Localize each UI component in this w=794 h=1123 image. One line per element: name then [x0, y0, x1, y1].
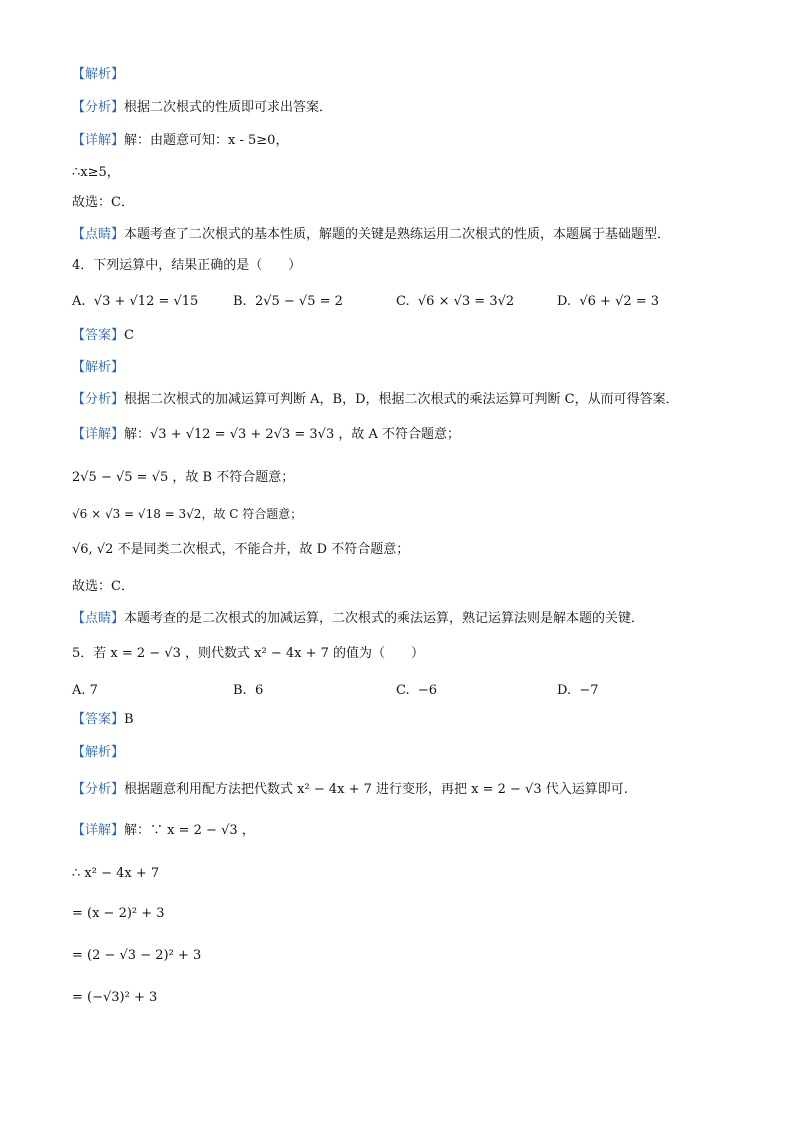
analysis-tag: 【分析】	[72, 782, 125, 797]
q4-detail-line-4: √6, √2 不是同类二次根式，不能合并，故 D 不符合题意；	[72, 542, 410, 557]
option-label: B.	[233, 294, 247, 309]
analysis-text: 根据二次根式的加减运算可判断 A，B，D，根据二次根式的乘法运算可判断 C，从而可得答案．	[124, 392, 679, 407]
q3-step: ∴x≥5，	[72, 165, 120, 180]
q4-detail-line-2: 2√5 − √5 = √5 ，故 B 不符合题意；	[72, 470, 295, 485]
q4-comment	[72, 610, 644, 628]
analysis-tag: 【分析】	[72, 100, 125, 115]
answer-tag: 【答案】	[72, 328, 125, 343]
option-label: D.	[557, 683, 572, 698]
q3-choose: 故选：C．	[72, 195, 134, 210]
detail-text: 解：√3 + √12 = √3 + 2√3 = 3√3 ，故 A 不符合题意；	[124, 427, 461, 442]
detail-text: 解：由题意可知：x - 5≥0，	[124, 133, 289, 148]
q5-step-1: ∴ x² − 4x + 7	[72, 866, 160, 881]
detail-text: 解：∵ x = 2 − √3 ，	[124, 823, 255, 838]
option-label: A.	[72, 683, 86, 698]
q4-jiexi-heading: 【解析】	[72, 360, 125, 375]
q3-jiexi-heading: 【解析】	[72, 67, 125, 82]
q4-option-c	[396, 293, 514, 311]
detail-tag: 【详解】	[72, 823, 125, 838]
comment-tag: 【点睛】	[72, 227, 125, 242]
detail-tag: 【详解】	[72, 133, 125, 148]
option-label: A.	[72, 294, 86, 309]
comment-text: 本题考查了二次根式的基本性质，解题的关键是熟练运用二次根式的性质，本题属于基础题型．	[124, 227, 671, 242]
q4-choose: 故选：C．	[72, 579, 134, 594]
q4-detail-line-3: √6 × √3 = √18 = 3√2，故 C 符合题意；	[72, 507, 303, 521]
q5-option-c	[396, 682, 437, 700]
option-expr: √6 + √2 = 3	[579, 294, 660, 309]
analysis-text: 根据题意利用配方法把代数式 x² − 4x + 7 进行变形，再把 x = 2 − √3 代入运算即可.	[124, 782, 628, 797]
q3-detail	[72, 132, 288, 150]
detail-tag: 【详解】	[72, 427, 125, 442]
option-expr: √3 + √12 = √15	[93, 294, 199, 309]
q4-option-a	[72, 293, 198, 311]
q3-comment	[72, 226, 670, 244]
q5-step-2: = (x − 2)² + 3	[72, 906, 165, 921]
comment-tag: 【点睛】	[72, 611, 125, 626]
answer-text: B	[124, 712, 134, 727]
option-expr: 7	[89, 683, 98, 698]
option-expr: √6 × √3 = 3√2	[417, 294, 515, 309]
q5-option-b	[233, 682, 263, 700]
answer-tag: 【答案】	[72, 712, 125, 727]
option-expr: 6	[254, 683, 264, 698]
q4-option-d	[557, 293, 659, 311]
analysis-text: 根据二次根式的性质即可求出答案．	[124, 100, 333, 115]
option-label: C.	[396, 294, 410, 309]
option-label: B.	[233, 683, 247, 698]
q5-step-3: = (2 − √3 − 2)² + 3	[72, 948, 202, 963]
q5-option-d	[557, 682, 599, 700]
q5-jiexi-heading: 【解析】	[72, 745, 125, 760]
q5-analysis	[72, 781, 628, 799]
option-expr: −7	[579, 683, 599, 698]
q5-stem: 5．若 x = 2 − √3 ，则代数式 x² − 4x + 7 的值为（ ）	[72, 646, 425, 661]
q4-answer	[72, 327, 134, 345]
q4-stem: 4．下列运算中，结果正确的是（ ）	[72, 258, 302, 273]
option-expr: −6	[417, 683, 438, 698]
analysis-tag: 【分析】	[72, 392, 125, 407]
option-label: D.	[557, 294, 572, 309]
q5-option-a	[72, 682, 98, 700]
answer-text: C	[124, 328, 134, 343]
comment-text: 本题考查的是二次根式的加减运算，二次根式的乘法运算，熟记运算法则是解本题的关键．	[124, 611, 645, 626]
q5-step-4: = (−√3)² + 3	[72, 990, 158, 1005]
q3-analysis	[72, 99, 332, 117]
q4-detail	[72, 426, 460, 444]
q5-answer	[72, 711, 134, 729]
option-expr: 2√5 − √5 = 2	[254, 294, 343, 309]
q4-option-b	[233, 293, 343, 311]
q4-analysis	[72, 391, 679, 409]
q5-detail	[72, 822, 255, 840]
option-label: C.	[396, 683, 410, 698]
